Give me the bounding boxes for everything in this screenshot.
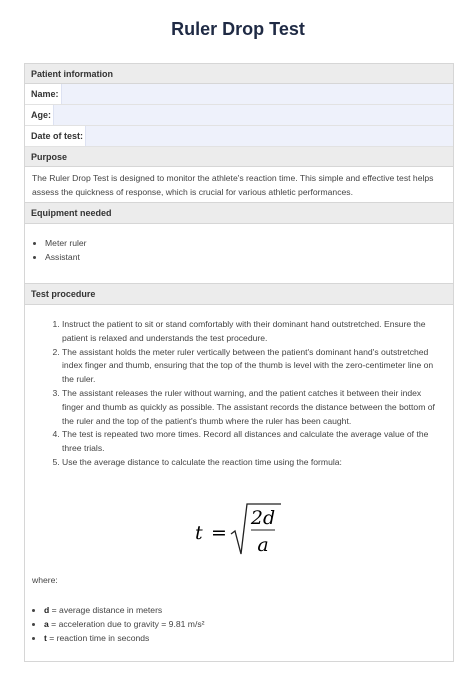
list-item [44, 603, 205, 617]
variable-symbol: t [44, 633, 47, 643]
reaction-time-formula [195, 500, 295, 562]
equipment-heading: Equipment needed [25, 203, 453, 224]
list-item [44, 631, 205, 645]
variable-definitions [44, 603, 205, 645]
formula-lhs: t [195, 522, 203, 544]
variable-description: = reaction time in seconds [46, 633, 150, 643]
name-label: Name: [31, 89, 59, 99]
list-item: 5. Use the average distance to calculate the reaction time using the formula: [62, 456, 445, 470]
procedure-steps [33, 318, 445, 470]
equipment-list-container [25, 224, 453, 284]
variable-symbol: d [44, 605, 50, 615]
list-item [44, 617, 205, 631]
form-sheet [24, 63, 454, 662]
date-field-row [25, 126, 453, 147]
date-input[interactable] [85, 126, 453, 146]
list-item: • Assistant [45, 250, 445, 264]
procedure-heading: Test procedure [25, 284, 453, 305]
formula-equals: = [211, 522, 227, 544]
age-input[interactable] [53, 105, 453, 125]
procedure-body [25, 305, 453, 661]
purpose-heading: Purpose [25, 147, 453, 167]
variable-description: = acceleration due to gravity = 9.81 m/s² [48, 619, 205, 629]
age-field-row [25, 105, 453, 126]
list-item: 3. The assistant releases the ruler without warning, and the patient catches it between their index finger and thumb as quickly as possible. The assistant records the distance between the bottom of the ruler and the top of the patient's thumb where the ruler has been caught. [62, 387, 445, 428]
formula-numerator: 2d [250, 507, 276, 529]
purpose-text: The Ruler Drop Test is designed to monitor the athlete's reaction time. This simple and effective test helps assess the quickness of response, which is crucial for various athletic performances. [25, 167, 453, 203]
name-input[interactable] [61, 84, 453, 104]
list-item: • Meter ruler [45, 236, 445, 250]
where-label: where: [32, 575, 58, 585]
age-label: Age: [31, 110, 51, 120]
list-item: 1. Instruct the patient to sit or stand comfortably with their dominant hand outstretched. Ensure the patient is relaxed and understands the test procedure. [62, 318, 445, 346]
list-item: 2. The assistant holds the meter ruler vertically between the patient's dominant hand's outstretched index finger and thumb, ensuring that the top of the thumb is level with the zero-centimeter line on the ruler. [62, 346, 445, 387]
equipment-list [45, 236, 445, 264]
document-title: Ruler Drop Test [171, 19, 305, 39]
list-item: 4. The test is repeated two more times. Record all distances and calculate the average value of the three trials. [62, 428, 445, 456]
variable-symbol: a [44, 619, 49, 629]
patient-info-heading: Patient information [25, 64, 453, 84]
variable-description: = average distance in meters [49, 605, 163, 615]
formula-denominator: a [257, 534, 269, 556]
name-field-row [25, 84, 453, 105]
date-label: Date of test: [31, 131, 84, 141]
